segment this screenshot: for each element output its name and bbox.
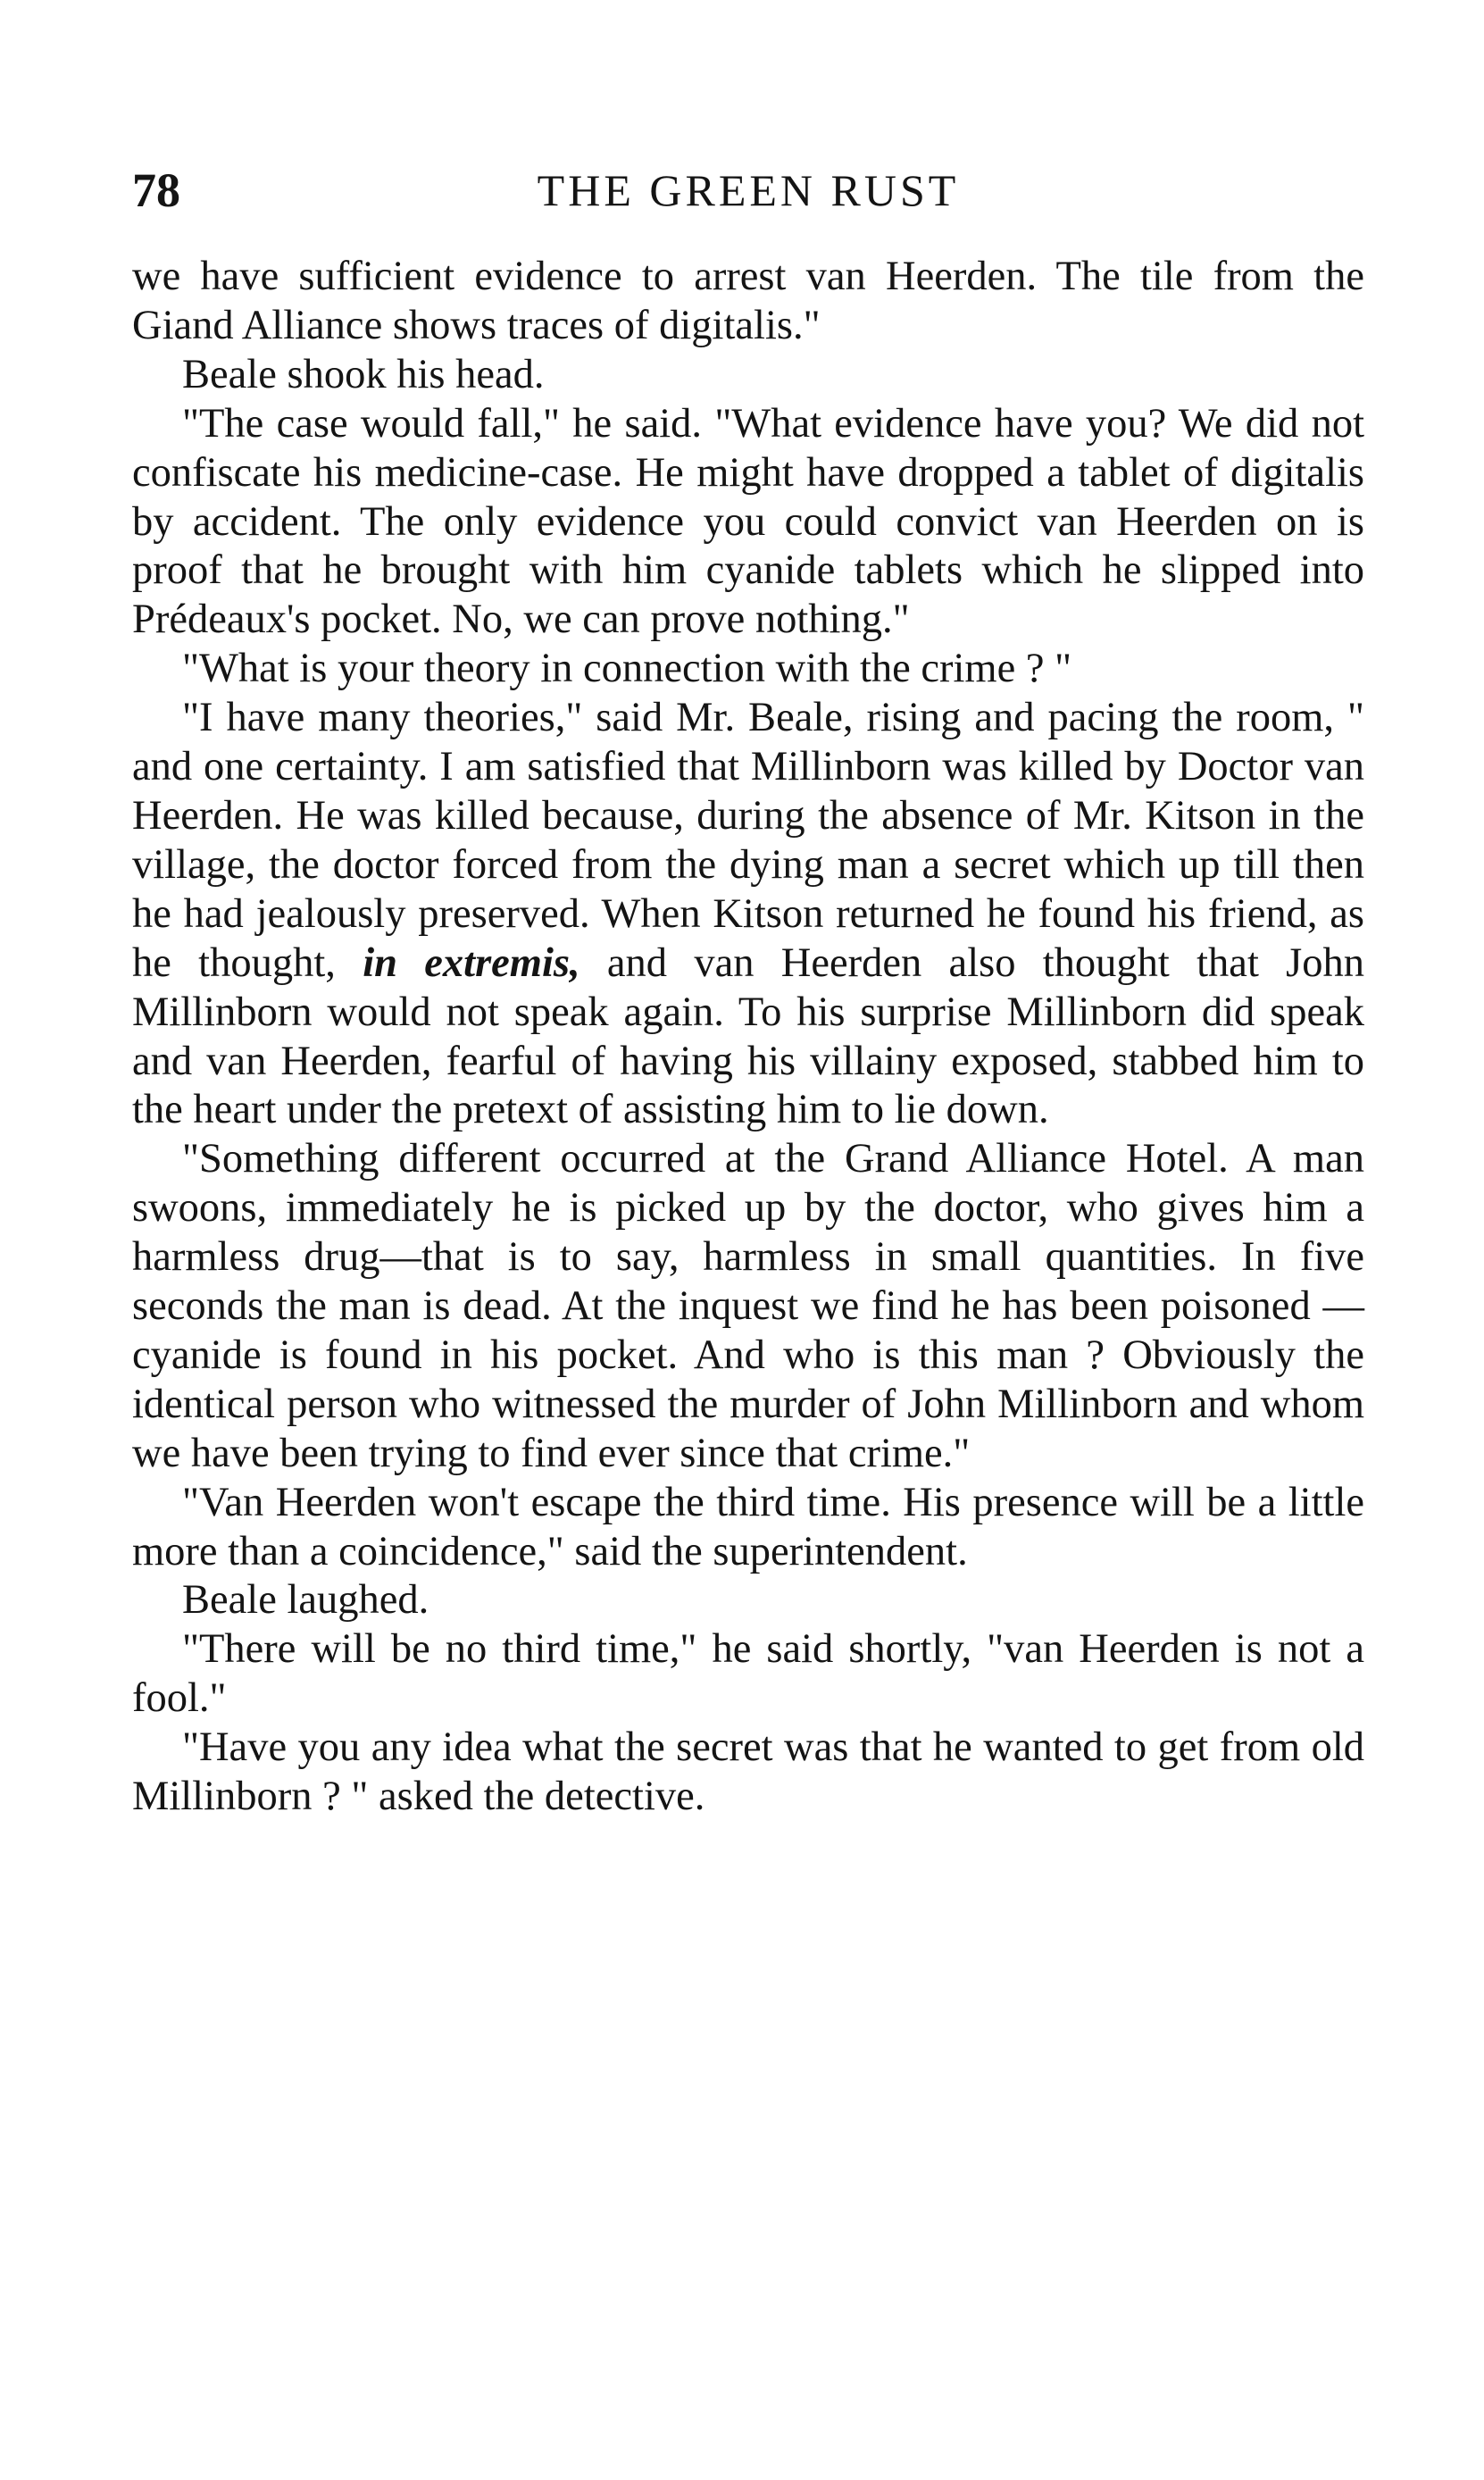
page-header [132, 159, 1364, 221]
paragraph: "Van Heerden won't escape the third time. His presence will be a little more than a coincidence," said the superintendent. [132, 1479, 1364, 1574]
paragraph: Beale shook his head. [182, 351, 545, 397]
paragraph [132, 694, 1364, 1135]
paragraph: "The case would fall," he said. "What evidence have you? We did not confiscate his medicine-case. He might have dropped a tablet of digitalis by accident. The only evidence you could convict van Heerden on is proof that he brought with him cyanide tablets which he slipped into Prédeaux's pocket. No, we can prove nothing." [132, 400, 1364, 643]
paragraph: "Something different occurred at the Grand Alliance Hotel. A man swoons, immediately he is picked up by the doctor, who gives him a harmless drug—that is to say, harmless in small quantities. In five seconds the man is dead. At the inquest we find he has been poisoned —cyanide is found in his pocket. And who is this man ? Obviously the identical person who witnessed the murder of John Millinborn and whom we have been trying to find ever since that crime." [132, 1136, 1364, 1476]
paragraph: we have sufficient evidence to arrest van Heerden. The tile from the Giand Alliance shows traces of digitalis." [132, 254, 1364, 348]
paragraph: Beale laughed. [182, 1577, 429, 1624]
page-number: 78 [132, 163, 180, 217]
paragraph: "There will be no third time," he said shortly, "van Heerden is not a fool." [132, 1626, 1364, 1722]
paragraph: "What is your theory in connection with the crime ? " [182, 646, 1072, 692]
running-title: THE GREEN RUST [537, 165, 960, 215]
paragraph-text: "I have many theories," said Mr. Beale, rising and pacing the room, " and one certainty. I am satisfied that Millinborn was killed by Doctor van Heerden. He was killed because, during the absence of Mr. Kitson in the village, the doctor forced from the dying man a secret which up till then he had jealously preserved. When Kitson returned he found his friend, as he thought, [132, 695, 1364, 986]
italic-phrase: in extremis, [363, 939, 580, 986]
paragraph: "Have you any idea what the secret was that he wanted to get from old Millinborn ? " asked the detective. [132, 1724, 1364, 1820]
paragraph-text: and van Heerden also thought that John Millinborn would not speak again. To his surprise Millinborn did speak and van Heerden, fearful of having his villainy exposed, stabbed him to the heart under the pretext of assisting him to lie down. [132, 939, 1364, 1133]
body-text [132, 253, 1364, 1822]
